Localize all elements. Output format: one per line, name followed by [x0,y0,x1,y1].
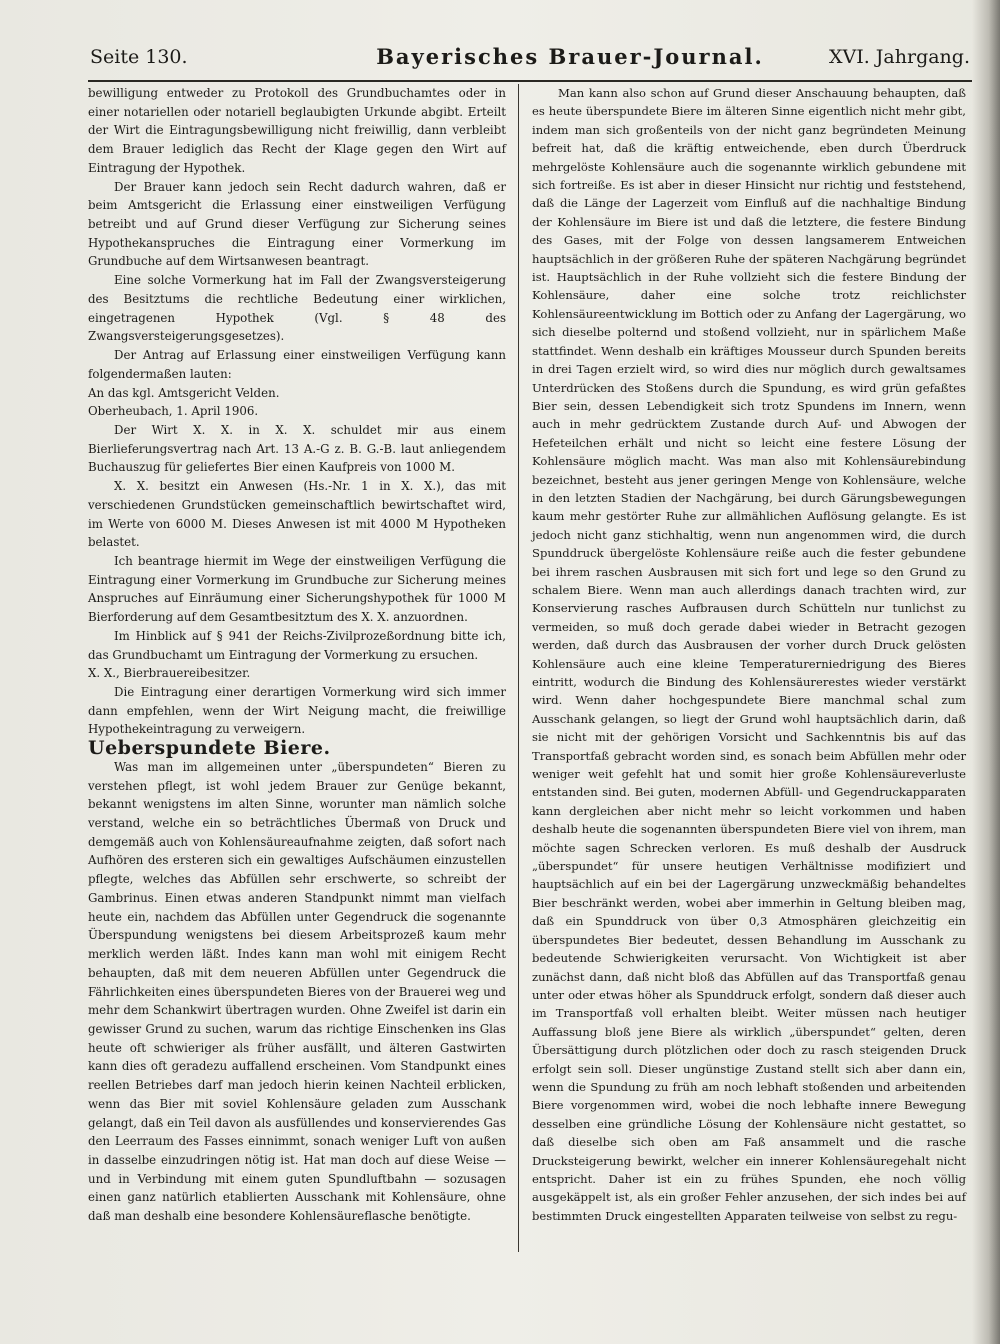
article-heading: Ueberspundete Biere. [88,737,331,760]
paragraph: Im Hinblick auf § 941 der Reichs-Zivilprozeßordnung bitte ich, das Grundbuchamt um Eintragung der Vormerkung zu ersuchen. [88,628,506,662]
court-address: An das kgl. Amtsgericht Velden. [88,385,280,400]
paragraph: bewilligung entweder zu Protokoll des Grundbuchamtes oder in einer notariellen oder notariell beglaubigten Urkunde abgibt. Erteilt der Wirt die Eintragungsbewilligung nicht freiwillig, dann verbleibt dem Brauer lediglich das Recht der Klage gegen den Wirt auf Eintragung der Hypothek. [88,86,506,175]
journal-title: Bayerisches Brauer-Journal. [376,44,764,69]
page-header [90,44,970,78]
column-divider [518,84,519,1252]
volume-label: XVI. Jahrgang. [828,46,970,68]
header-rule [88,80,972,82]
paragraph: Der Antrag auf Erlassung einer einstweiligen Verfügung kann folgendermaßen lauten: [88,348,506,381]
paragraph: Was man im allgemeinen unter „überspundeten“ Bieren zu verstehen pflegt, ist wohl jedem Brauer zur Genüge bekannt, bekannt wenigstens im alten Sinne, worunter man nämlich solche verstand, welche ein so beträchtliches Übermaß von Druck und demgemäß auch von Kohlensäureaufnahme zeigten, daß sofort nach Aufhören des ersteren sich ein gewaltiges Aufschäumen einzustellen pflegte, welches das Abfüllen sehr erschwerte, so schreibt der Gambrinus. Einen etwas anderen Standpunkt nimmt man vielfach heute ein, nachdem das Abfüllen unter Gegendruck die sogenannte Überspundung wenigstens bei diesem Arbeitsprozeß kaum mehr merklich werden läßt. Indes kann man wohl mit einigem Recht behaupten, daß mit dem neueren Abfüllen unter Gegendruck die Fährlichkeiten eines überspundeten Bieres von der Brauerei weg und mehr dem Schankwirt übertragen wurden. Ohne Zweifel ist darin ein gewisser Grund zu suchen, warum das richtige Einschenken ins Glas heute oft schwieriger als früher ausfällt, und älteren Gastwirten kann dies oft geradezu auffallend erscheinen. Vom Standpunkt eines reellen Betriebes darf man jedoch hierin keinen Nachteil erblicken, wenn das Bier mit soviel Kohlensäure geladen zum Ausschank gelangt, daß ein Teil davon als ausfüllendes und konservierendes Gas den Leerraum des Fasses einnimmt, sonach weniger Luft von außen in dasselbe einzudringen nötig ist. Hat man doch auf diese Weise — und in Verbindung mit einem guten Spundluftbahn — sozusagen einen ganz natürlich etablierten Ausschank mit Kohlensäure, ohne daß man deshalb eine besondere Kohlensäureflasche benötigte. [88,759,506,1224]
right-column [532,84,966,1225]
paragraph: Eine solche Vormerkung hat im Fall der Zwangsversteigerung des Besitztums die rechtliche Bedeutung einer wirklichen, eingetragenen Hypothek (Vgl. § 48 des Zwangsversteigerungsgesetzes). [88,273,506,344]
letter-date: Oberheubach, 1. April 1906. [88,404,259,419]
paragraph: Der Wirt X. X. in X. X. schuldet mir aus einem Bierlieferungsvertrag nach Art. 13 A.-G z. B. G.-B. laut anliegendem Buchauszug für geliefertes Bier einen Kaufpreis von 1000 M. [88,422,506,475]
paragraph: X. X. besitzt ein Anwesen (Hs.-Nr. 1 in X. X.), das mit verschiedenen Grundstücken gemeinschaftlich bewirtschaftet wird, im Werte von 6000 M. Dieses Anwesen ist mit 4000 M Hypotheken belastet. [88,479,506,550]
paragraph: Der Brauer kann jedoch sein Recht dadurch wahren, daß er beim Amtsgericht die Erlassung einer einstweiligen Verfügung betreibt und auf Grund dieser Verfügung zur Sicherung seines Hypothekanspruches die Eintragung einer Vormerkung im Grundbuche auf dem Wirtsanwesen beantragt. [88,179,506,269]
paragraph: Die Eintragung einer derartigen Vormerkung wird sich immer dann empfehlen, wenn der Wirt Neigung macht, die freiwillige Hypothekeintragung zu verweigern. [88,685,506,737]
left-column [88,84,506,1226]
signature: X. X., Bierbrauereibesitzer. [88,666,251,681]
paragraph: Ich beantrage hiermit im Wege der einstweiligen Verfügung die Eintragung einer Vormerkung im Grundbuche zur Sicherung meines Anspruches auf Einräumung einer Sicherungshypothek für 1000 M Bierforderung auf dem Gesamtbesitztum des X. X. anzuordnen. [88,553,506,625]
page-number: Seite 130. [90,46,188,68]
binding-shadow [972,0,1000,1344]
paragraph: Man kann also schon auf Grund dieser Anschauung behaupten, daß es heute überspundete Biere im älteren Sinne eigentlich nicht mehr gibt, indem man sich großenteils von der nicht ganz begründeten Meinung befreit hat, daß die kräftig entweichende, eben durch Überdruck mehrgelöste Kohlensäure auch die sogenannte wirklich gebundene mit sich fortreiße. Es ist aber in dieser Hinsicht nur richtig und feststehend, daß die Länge der Lagerzeit vom Einfluß auf die nachhaltige Bindung der Kohlensäure im Biere ist und daß die letztere, die festere Bindung des Gases, mit der Folge von dessen langsamerem Entweichen hauptsächlich in der größeren Ruhe der späteren Nachgärung begründet ist. Hauptsächlich in der Ruhe vollzieht sich die festere Bindung der Kohlensäure, daher eine solche trotz reichlichster Kohlensäureentwicklung im Bottich oder zu Anfang der Lagergärung, wo sich dieselbe polternd und stoßend vollzieht, nur in spärlichem Maße stattfindet. Wenn deshalb ein kräftiges Mousseur durch Spunden bereits in drei Tagen erzielt wird, so wird dies nur möglich durch gewaltsames Unterdrücken des Stoßens durch die Spundung, es wird grün gefaßtes Bier sein, dessen Lebendigkeit sich trotz Spundens im Innern, wenn auch in mehr gedrücktem Zustande durch Auf- und Abwogen der Hefeteilchen erhält und nicht so leicht eine festere Lösung der Kohlensäure möglich macht. Was man also mit Kohlensäurebindung bezeichnet, besteht aus jener geringen Menge von Kohlensäure, welche in den letzten Stadien der Nachgärung, bei durch Gärungsbewegungen kaum mehr gestörter Ruhe zur allmählichen Auflösung gelangte. Es ist jedoch nicht ganz stichhaltig, wenn nun angenommen wird, die durch Spunddruck übergelöste Kohlensäure reiße auch die fester gebundene bei ihrem raschen Ausbrausen mit sich fort und lege so den Grund zu schalem Biere. Wenn man auch allerdings danach trachten wird, zur Konservierung rasches Aufbrausen durch Schütteln nur tunlichst zu vermeiden, so muß doch gerade dabei wieder in Betracht gezogen werden, daß durch das Ausbrausen der vorher durch Druck gelösten Kohlensäure auch eine kleine Temperaturerniedrigung des Bieres eintritt, wodurch die Bindung des Kohlensäurerestes wieder verstärkt wird. Wenn daher hochgespundete Biere manchmal schal zum Ausschank gelangen, so liegt der Grund wohl hauptsächlich darin, daß sie nicht mit der gehörigen Vorsicht und Sachkenntnis bis auf das Transportfaß gebracht worden sind, es sonach beim Abfüllen mehr oder weniger weit gefehlt hat und somit hier große Kohlensäureverluste entstanden sind. Bei guten, modernen Abfüll- und Gegendruckapparaten kann dergleichen aber nicht mehr so leicht vorkommen und haben deshalb heute die sogenannten überspundeten Biere viel von ihrem, man möchte sagen Schrecken verloren. Es muß deshalb der Ausdruck „überspundet“ für unsere heutigen Verhältnisse modifiziert und hauptsächlich auf ein bei der Lagergärung unzweckmäßig behandeltes Bier beschränkt werden, wobei aber immerhin in Geltung bleiben mag, daß ein Spunddruck von über 0,3 Atmosphären gleichzeitig ein überspundetes Bier bedeutet, dessen Behandlung im Ausschank zu bedeutende Schwierigkeiten verursacht. Von Wichtigkeit ist aber zunächst dann, daß nicht bloß das Abfüllen auf das Transportfaß genau unter oder etwas höher als Spunddruck erfolgt, sondern daß dieser auch im Transportfaß voll erhalten bleibt. Weiter müssen nach heutiger Auffassung bloß jene Biere als wirklich „überspundet“ gelten, deren Übersättigung durch plötzlichen oder doch zu rasch steigenden Druck erfolgt sein soll. Dieser ungünstige Zustand stellt sich aber dann ein, wenn die Spundung zu früh am noch lebhaft stoßenden und arbeitenden Biere vorgenommen wird, wobei die noch lebhafte innere Bewegung desselben eine gründliche Lösung der Kohlensäure nicht gestattet, so daß dieselbe sich oben am Faß ansammelt und die rasche Drucksteigerung bewirkt, welcher ein innerer Kohlensäuregehalt nicht entspricht. Daher ist ein zu frühes Spunden, ehe noch völlig ausgekäppelt ist, als ein großer Fehler anzusehen, der sich indes bei auf bestimmten Druck eingestellten Apparaten teilweise von selbst zu regu- [532,86,966,1223]
